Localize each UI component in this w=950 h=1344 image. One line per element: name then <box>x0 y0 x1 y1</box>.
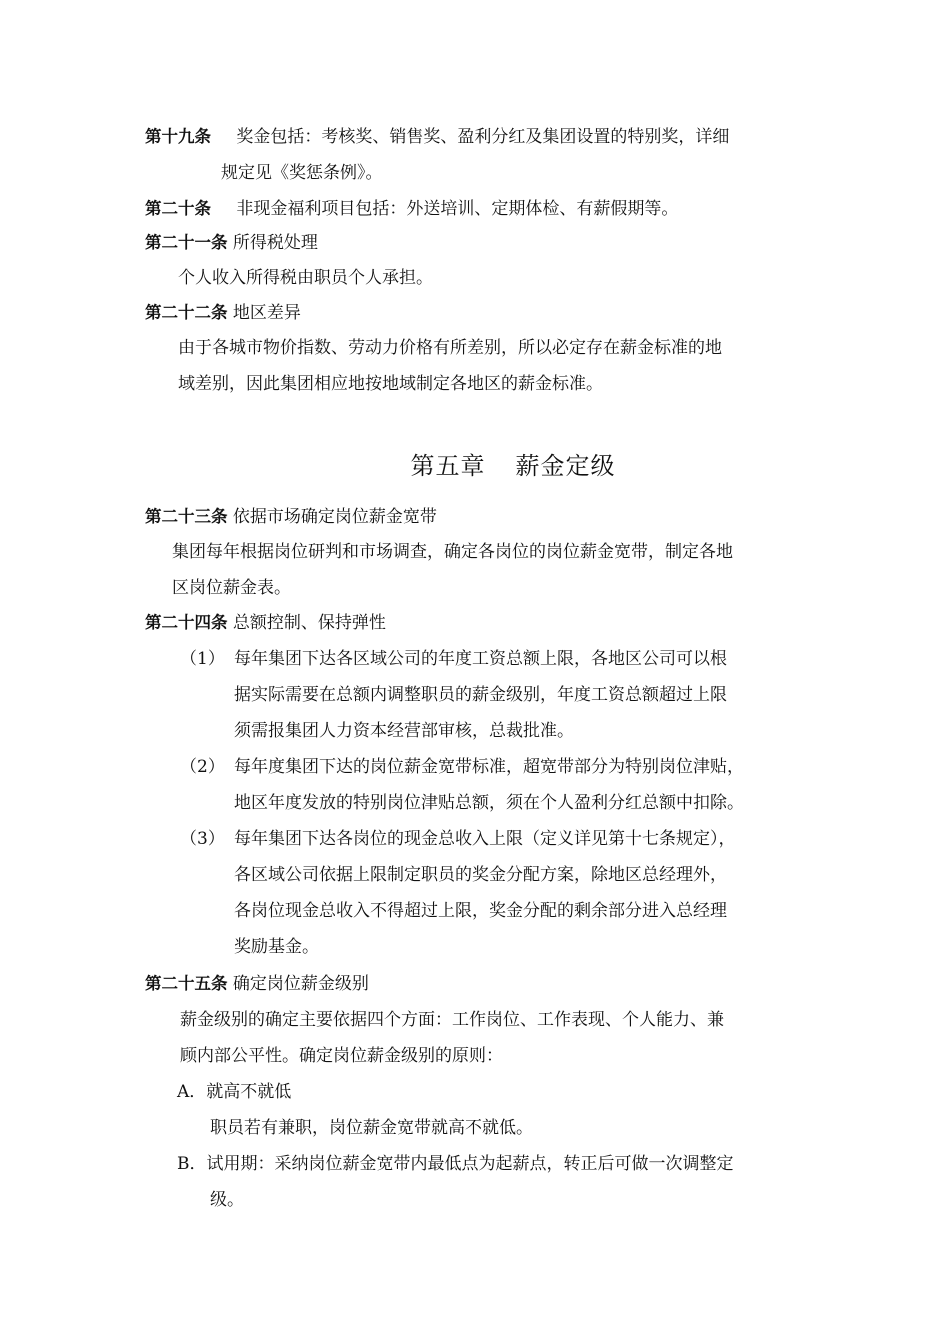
article-21-label: 第二十一条 <box>145 233 228 252</box>
chapter-heading <box>0 450 950 482</box>
article-24-title: 总额控制、保持弹性 <box>232 613 386 633</box>
list-item-line: 各区域公司依据上限制定职员的奖金分配方案，除地区总经理外， <box>234 865 727 885</box>
article-21-body: 个人收入所得税由职员个人承担。 <box>178 268 433 288</box>
article-25-title: 确定岗位薪金级别 <box>232 974 369 994</box>
article-21-title: 所得税处理 <box>232 233 318 253</box>
principle-b-text: 试用期：采纳岗位薪金宽带内最低点为起薪点，转正后可做一次调整定 <box>206 1154 734 1174</box>
list-item-number: （3） <box>180 829 225 849</box>
chapter-number: 第五章 <box>410 452 486 480</box>
article-25-body-line-2: 顾内部公平性。确定岗位薪金级别的原则： <box>180 1046 503 1066</box>
principle-a-label: A． <box>177 1082 207 1102</box>
article-22 <box>145 301 301 325</box>
principle-b-text-continued: 级。 <box>210 1190 244 1210</box>
list-item-line: 奖励基金。 <box>234 937 319 957</box>
article-24 <box>145 611 386 635</box>
article-24-label: 第二十四条 <box>145 613 228 632</box>
article-25-body-line-1: 薪金级别的确定主要依据四个方面：工作岗位、工作表现、个人能力、兼 <box>180 1010 724 1030</box>
article-25-label: 第二十五条 <box>145 974 228 993</box>
article-25 <box>145 972 369 996</box>
principle-a <box>177 1080 291 1104</box>
article-22-label: 第二十二条 <box>145 303 228 322</box>
article-19 <box>145 125 729 149</box>
list-item-line: 须需报集团人力资本经营部审核，总裁批准。 <box>234 721 574 741</box>
article-20-label: 第二十条 <box>145 199 211 218</box>
list-item-number: （1） <box>180 649 225 669</box>
list-item-line: 每年度集团下达的岗位薪金宽带标准，超宽带部分为特别岗位津贴， <box>234 757 744 777</box>
article-23-body-line-2: 区岗位薪金表。 <box>172 578 291 598</box>
article-20 <box>145 197 678 221</box>
article-23-body-line-1: 集团每年根据岗位研判和市场调查，确定各岗位的岗位薪金宽带，制定各地 <box>172 542 733 562</box>
principle-a-title: 就高不就低 <box>206 1082 292 1102</box>
article-19-label: 第十九条 <box>145 127 211 146</box>
article-19-text-continued: 规定见《奖惩条例》。 <box>221 163 383 183</box>
article-23 <box>145 505 437 529</box>
article-22-title: 地区差异 <box>232 303 301 323</box>
list-item-line: 每年集团下达各区域公司的年度工资总额上限，各地区公司可以根 <box>234 649 727 669</box>
article-20-text: 非现金福利项目包括：外送培训、定期体检、有薪假期等。 <box>236 199 679 219</box>
article-19-text: 奖金包括：考核奖、销售奖、盈利分红及集团设置的特别奖，详细 <box>236 127 730 147</box>
article-23-label: 第二十三条 <box>145 507 228 526</box>
article-22-body-line-1: 由于各城市物价指数、劳动力价格有所差别，所以必定存在薪金标准的地 <box>178 338 722 358</box>
list-item-line: 各岗位现金总收入不得超过上限，奖金分配的剩余部分进入总经理 <box>234 901 727 921</box>
list-item-line: 每年集团下达各岗位的现金总收入上限（定义详见第十七条规定）， <box>234 829 736 849</box>
principle-b-label: B． <box>177 1154 207 1174</box>
principle-a-body: 职员若有兼职，岗位薪金宽带就高不就低。 <box>210 1118 533 1138</box>
list-item-line: 据实际需要在总额内调整职员的薪金级别，年度工资总额超过上限 <box>234 685 727 705</box>
article-23-title: 依据市场确定岗位薪金宽带 <box>232 507 437 527</box>
article-21 <box>145 231 318 255</box>
chapter-title: 薪金定级 <box>515 452 616 480</box>
list-item-number: （2） <box>180 757 225 777</box>
principle-b <box>177 1152 734 1176</box>
list-item-line: 地区年度发放的特别岗位津贴总额，须在个人盈利分红总额中扣除。 <box>234 793 744 813</box>
article-22-body-line-2: 域差别，因此集团相应地按地域制定各地区的薪金标准。 <box>178 374 603 394</box>
